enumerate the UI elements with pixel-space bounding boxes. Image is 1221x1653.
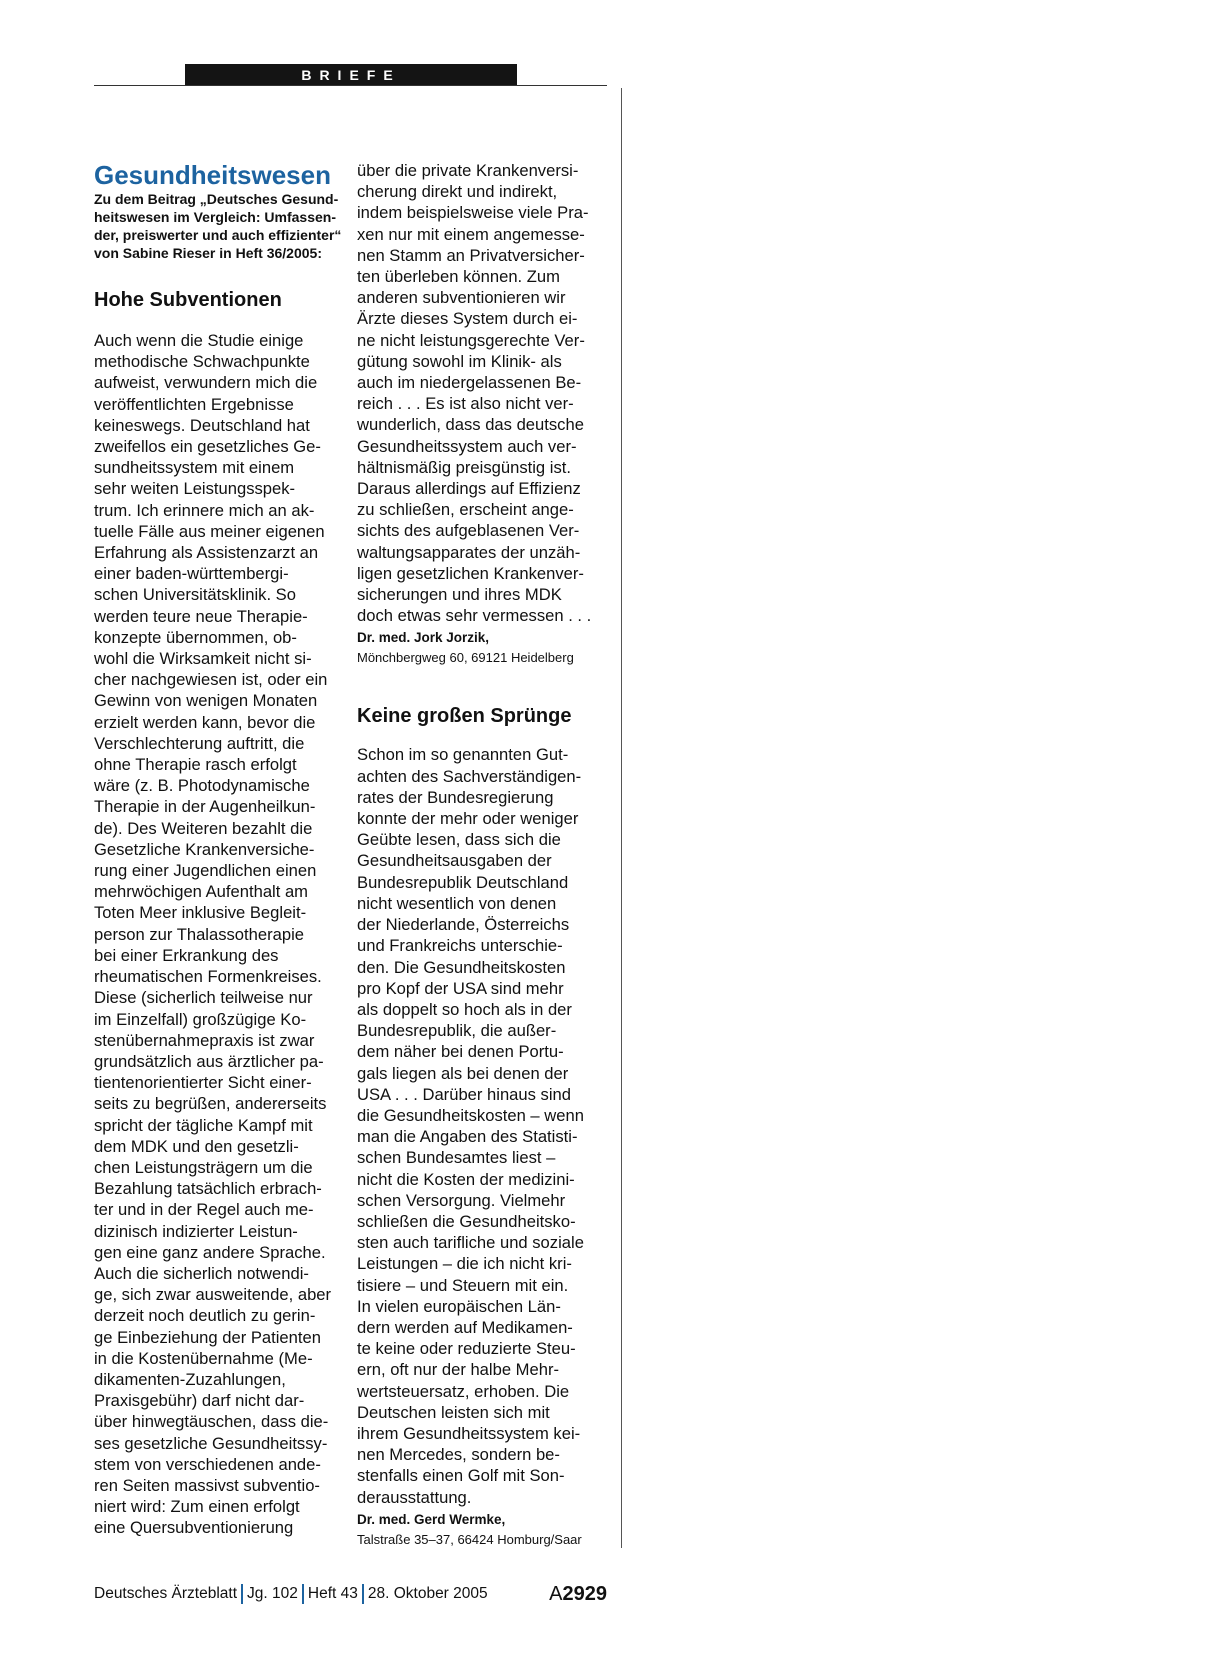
column-divider bbox=[621, 88, 622, 1548]
page-number-prefix: A bbox=[549, 1583, 563, 1605]
article-intro: Zu dem Beitrag „Deutsches Gesund- heitswesen im Vergleich: Umfassen- der, preiswerter und auch effizienter“ von Sabine Rieser in Heft 36/2005: bbox=[94, 191, 342, 261]
footer-date: 28. Oktober 2005 bbox=[367, 1585, 488, 1602]
column-left bbox=[94, 160, 344, 1539]
footer-volume: Jg. 102 bbox=[247, 1585, 298, 1602]
footer-journal: Deutsches Ärzteblatt bbox=[94, 1585, 238, 1602]
letter2-address: Talstraße 35–37, 66424 Homburg/Saar bbox=[357, 1531, 582, 1547]
footer-issue: Heft 43 bbox=[307, 1585, 358, 1602]
section-label: BRIEFE bbox=[301, 67, 401, 83]
page-title: Gesundheitswesen bbox=[94, 160, 331, 190]
letter1-address: Mönchbergweg 60, 69121 Heidelberg bbox=[357, 650, 574, 666]
letter1-heading: Hohe Subventionen bbox=[94, 289, 282, 311]
footer-separator bbox=[302, 1584, 304, 1604]
footer-separator bbox=[362, 1584, 364, 1604]
footer-separator bbox=[241, 1584, 243, 1604]
letter1-body-part2: über die private Krankenversi- cherung direkt und indirekt, indem beispielsweise viele Pra- xen nur mit einem angemesse- nen Stamm an Privatversicher- ten überleben können. Zum anderen subventionieren wir Ärzte dieses System durch ei- ne nicht leistungsgerechte Ver- gütung sowohl im Klinik- als auch im niedergelassenen Be- reich . . . Es ist also nicht ver- wunderlich, dass das deutsche Gesundheitssystem auch ver- hältnismäßig preisgünstig ist. Daraus allerdings auf Effizienz zu schließen, erscheint ange- sichts des aufgeblasenen Ver- waltungsapparates der unzäh- ligen gesetzlichen Krankenver- sicherungen und ihres MDK doch etwas sehr vermessen . . . bbox=[357, 161, 592, 626]
letter1-body-part1: Auch wenn die Studie einige methodische Schwachpunkte aufweist, verwundern mich die veröffentlichten Ergebnisse keineswegs. Deutschland hat zweifellos ein gesetzliches Ge- sundheitssystem mit einem sehr weiten Leistungsspek- trum. Ich erinnere mich an ak- tuelle Fälle aus meiner eigenen Erfahrung als Assistenzarzt an einer baden-württembergi- schen Universitätsklinik. So werden teure neue Therapie- konzepte übernommen, ob- wohl die Wirksamkeit nicht si- cher nachgewiesen ist, oder ein Gewinn von wenigen Monaten erzielt werden kann, bevor die Verschlechterung auftritt, die ohne Therapie rasch erfolgt wäre (z. B. Photodynamische Therapie in der Augenheilkun- de). Des Weiteren bezahlt die Gesetzliche Krankenversiche- rung einer Jugendlichen einen mehrwöchigen Aufenthalt am Toten Meer inklusive Begleit- person zur Thalassotherapie bei einer Erkrankung des rheumatischen Formenkreises. Diese (sicherlich teilweise nur im Einzelfall) großzügige Ko- stenübernahmepraxis ist zwar grundsätzlich aus ärztlicher pa- tientenorientierter Sicht einer- seits zu begrüßen, andererseits spricht der tägliche Kampf mit dem MDK und den gesetzli- chen Leistungsträgern um die Bezahlung tatsächlich erbrach- ter und in der Regel auch me- dizinisch indizierter Leistun- gen eine ganz andere Sprache. Auch die sicherlich notwendi- ge, sich zwar ausweitende, aber derzeit noch deutlich zu gerin- ge Einbeziehung der Patienten in die Kostenübernahme (Me- dikamenten-Zuzahlungen, Praxisgebühr) darf nicht dar- über hinwegtäuschen, dass die- ses gesetzliche Gesundheitssy- stem von verschiedenen ande- ren Seiten massivst subventio- niert wird: Zum einen erfolgt eine Quersubventionierung bbox=[94, 331, 332, 1538]
header-rule bbox=[94, 85, 607, 86]
page-number-value: 2929 bbox=[562, 1583, 607, 1605]
letter2-body: Schon im so genannten Gut- achten des Sachverständigen- rates der Bundesregierung konnte der mehr oder weniger Geübte lesen, dass sich die Gesundheitsausgaben der Bundesrepublik Deutschland nicht wesentlich von denen der Niederlande, Österreichs und Frankreichs unterschie- den. Die Gesundheitskosten pro Kopf der USA sind mehr als doppelt so hoch als in der Bundesrepublik, die außer- dem näher bei denen Portu- gals liegen als bei denen der USA . . . Darüber hinaus sind die Gesundheitskosten – wenn man die Angaben des Statisti- schen Bundesamtes liest – nicht die Kosten der medizini- schen Versorgung. Vielmehr schließen die Gesundheitsko- sten auch tarifliche und soziale Leistungen – die ich nicht kri- tisiere – und Steuern mit ein. In vielen europäischen Län- dern werden auf Medikamen- te keine oder reduzierte Steu- ern, oft nur der halbe Mehr- wertsteuersatz, erhoben. Die Deutschen leisten sich mit ihrem Gesundheitssystem kei- nen Mercedes, sondern be- stenfalls einen Golf mit Son- derausstattung. bbox=[357, 745, 584, 1507]
page-number bbox=[549, 1582, 607, 1606]
letter2-author: Dr. med. Gerd Wermke, bbox=[357, 1511, 506, 1527]
letter1-author: Dr. med. Jork Jorzik, bbox=[357, 630, 490, 646]
column-right bbox=[357, 160, 607, 1550]
page-footer bbox=[94, 1582, 607, 1606]
letter2-heading: Keine großen Sprünge bbox=[357, 705, 572, 728]
